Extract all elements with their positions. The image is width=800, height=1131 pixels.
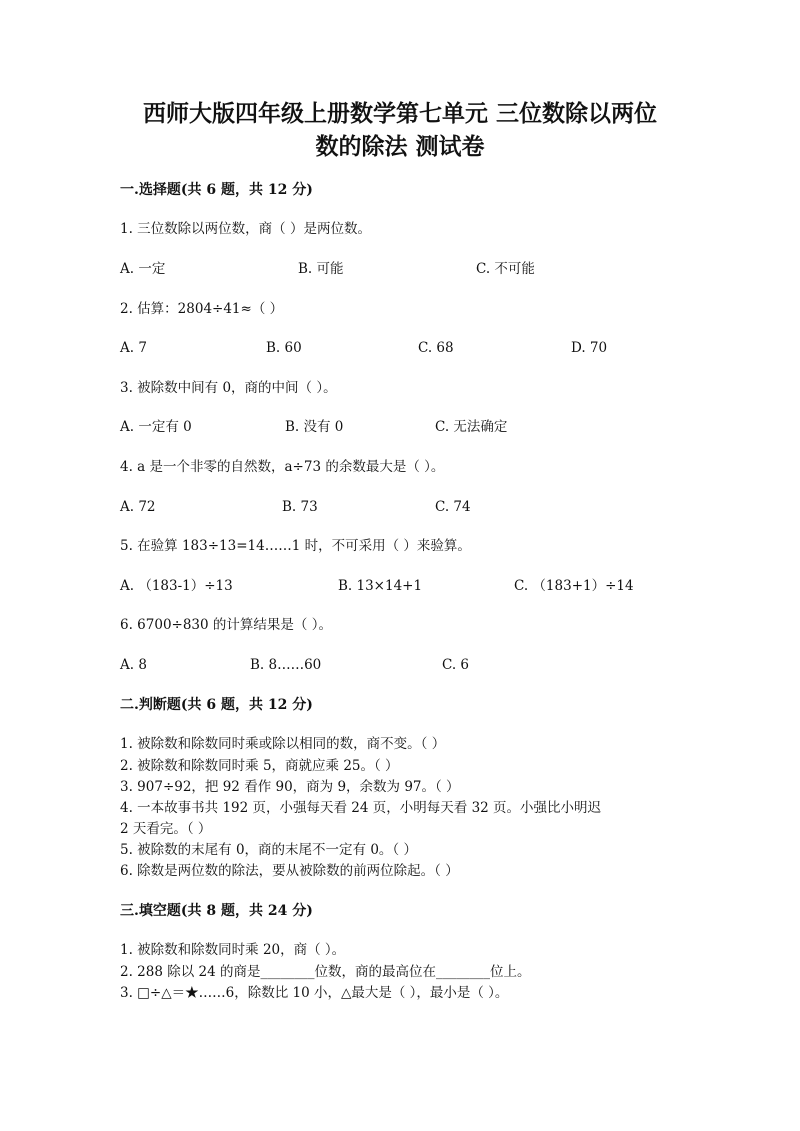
true-false-item-1: 1. 被除数和除数同时乘或除以相同的数，商不变。（ ） xyxy=(120,736,446,752)
choice-question-5-option-a: A. （183-1）÷13 xyxy=(120,578,233,594)
choice-question-5: 5. 在验算 183÷13=14……1 时，不可采用（ ）来验算。 xyxy=(120,538,471,554)
choice-question-6-option-b: B. 8……60 xyxy=(250,657,322,673)
true-false-item-3: 3. 907÷92，把 92 看作 90，商为 9，余数为 97。（ ） xyxy=(120,779,460,795)
section-heading-fill-blank: 三.填空题(共 8 题，共 24 分) xyxy=(120,903,313,919)
choice-question-2: 2. 估算：2804÷41≈（ ） xyxy=(120,301,284,317)
section-heading-choice: 一.选择题(共 6 题，共 12 分) xyxy=(120,182,313,198)
choice-question-1-option-a: A. 一定 xyxy=(120,261,166,277)
fill-blank-item-3: 3. □÷△＝★……6，除数比 10 小，△最大是（ ），最小是（ ）。 xyxy=(120,985,509,1001)
true-false-item-4-continued: 2 天看完。（ ） xyxy=(120,821,212,837)
choice-question-1-option-b: B. 可能 xyxy=(298,261,344,277)
choice-question-6-option-a: A. 8 xyxy=(120,657,147,673)
choice-question-5-option-c: C. （183+1）÷14 xyxy=(514,578,634,594)
choice-question-2-option-b: B. 60 xyxy=(266,340,302,356)
choice-question-4-option-b: B. 73 xyxy=(282,499,318,515)
choice-question-4: 4. a 是一个非零的自然数，a÷73 的余数最大是（ ）。 xyxy=(120,459,445,475)
choice-question-6-option-c: C. 6 xyxy=(442,657,470,673)
choice-question-2-option-d: D. 70 xyxy=(571,340,608,356)
choice-question-4-option-c: C. 74 xyxy=(435,499,471,515)
choice-question-3-option-c: C. 无法确定 xyxy=(435,419,508,435)
choice-question-3: 3. 被除数中间有 0，商的中间（ ）。 xyxy=(120,380,337,396)
true-false-item-4: 4. 一本故事书共 192 页，小强每天看 24 页，小明每天看 32 页。小强比小明迟 xyxy=(120,800,602,816)
fill-blank-item-2: 2. 288 除以 24 的商是________位数，商的最高位在________位上。 xyxy=(120,964,531,980)
choice-question-2-option-c: C. 68 xyxy=(418,340,454,356)
true-false-item-6: 6. 除数是两位数的除法，要从被除数的前两位除起。（ ） xyxy=(120,863,459,879)
page-title-line-1: 西师大版四年级上册数学第七单元 三位数除以两位 xyxy=(142,100,657,127)
choice-question-3-option-a: A. 一定有 0 xyxy=(120,419,192,435)
choice-question-2-option-a: A. 7 xyxy=(120,340,147,356)
page-title-line-2: 数的除法 测试卷 xyxy=(315,133,485,160)
choice-question-3-option-b: B. 没有 0 xyxy=(285,419,344,435)
true-false-item-5: 5. 被除数的末尾有 0，商的末尾不一定有 0。（ ） xyxy=(120,842,417,858)
choice-question-4-option-a: A. 72 xyxy=(120,499,156,515)
choice-question-1-option-c: C. 不可能 xyxy=(476,261,535,277)
section-heading-true-false: 二.判断题(共 6 题，共 12 分) xyxy=(120,697,313,713)
choice-question-6: 6. 6700÷830 的计算结果是（ ）。 xyxy=(120,617,332,633)
choice-question-1: 1. 三位数除以两位数，商（ ）是两位数。 xyxy=(120,221,371,237)
fill-blank-item-1: 1. 被除数和除数同时乘 20，商（ ）。 xyxy=(120,942,346,958)
true-false-item-2: 2. 被除数和除数同时乘 5，商就应乘 25。（ ） xyxy=(120,758,399,774)
choice-question-5-option-b: B. 13×14+1 xyxy=(338,578,423,594)
